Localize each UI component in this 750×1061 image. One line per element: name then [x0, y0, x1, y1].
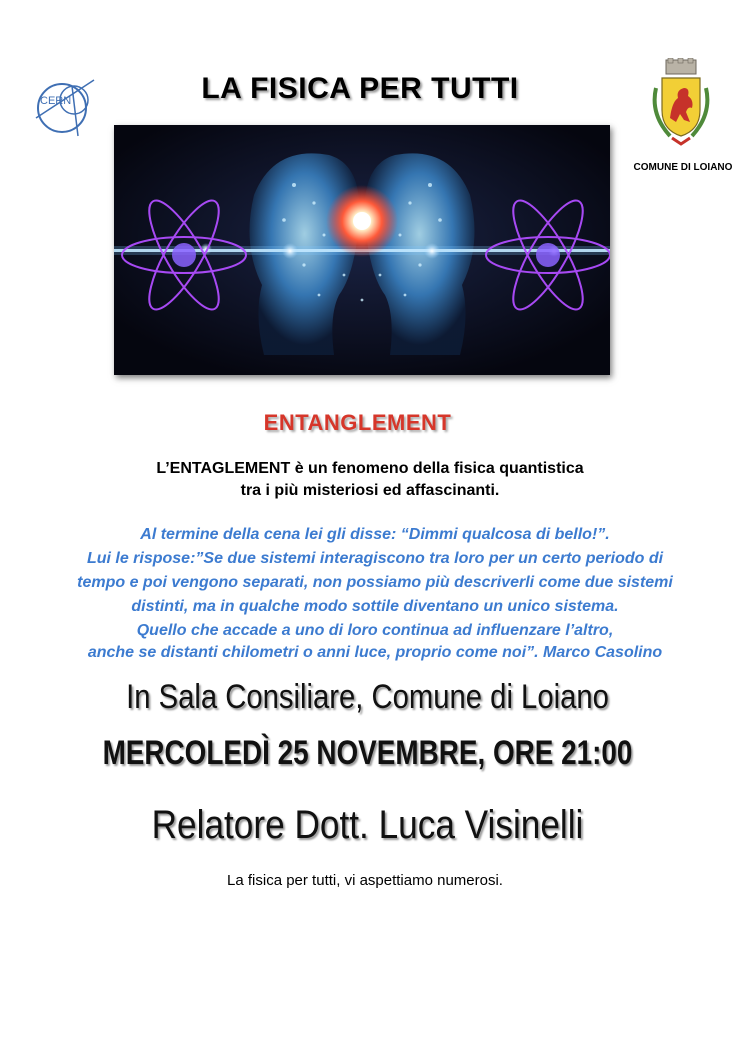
- closing-note: La fisica per tutti, vi aspettiamo numerosi.: [227, 872, 503, 889]
- event-speaker: Relatore Dott. Luca Visinelli: [151, 803, 584, 847]
- page-title: LA FISICA PER TUTTI: [201, 72, 519, 105]
- coat-of-arms-icon: [648, 58, 714, 146]
- quote-line: tempo e poi vengono separati, non possiamo più descriverli come due sistemi: [77, 574, 673, 591]
- event-venue: In Sala Consiliare, Comune di Loiano: [126, 678, 609, 716]
- quote-line: anche se distanti chilometri o anni luce, proprio come noi”. Marco Casolino: [87, 644, 663, 661]
- quote-line: Lui le rispose:”Se due sistemi interagiscono tra loro per un certo periodo di: [86, 550, 664, 567]
- quote-line: Al termine della cena lei gli disse: “Dimmi qualcosa di bello!”.: [140, 526, 610, 543]
- intro-line: L’ENTAGLEMENT è un fenomeno della fisica quantistica: [156, 460, 584, 477]
- quote-line: distinti, ma in qualche modo sottile diventano un unico sistema.: [131, 598, 619, 615]
- entanglement-illustration: [114, 125, 610, 375]
- comune-label: COMUNE DI LOIANO: [633, 162, 733, 173]
- event-date: MERCOLEDÌ 25 NOVEMBRE, ORE 21:00: [102, 734, 633, 772]
- cern-logo-icon: [32, 74, 98, 140]
- event-subtitle: ENTANGLEMENT: [263, 410, 452, 435]
- intro-line: tra i più misteriosi ed affascinanti.: [240, 482, 500, 499]
- quote-line: Quello che accade a uno di loro continua ad influenzare l’altro,: [136, 622, 614, 639]
- cern-logo-text: CERN: [40, 95, 72, 107]
